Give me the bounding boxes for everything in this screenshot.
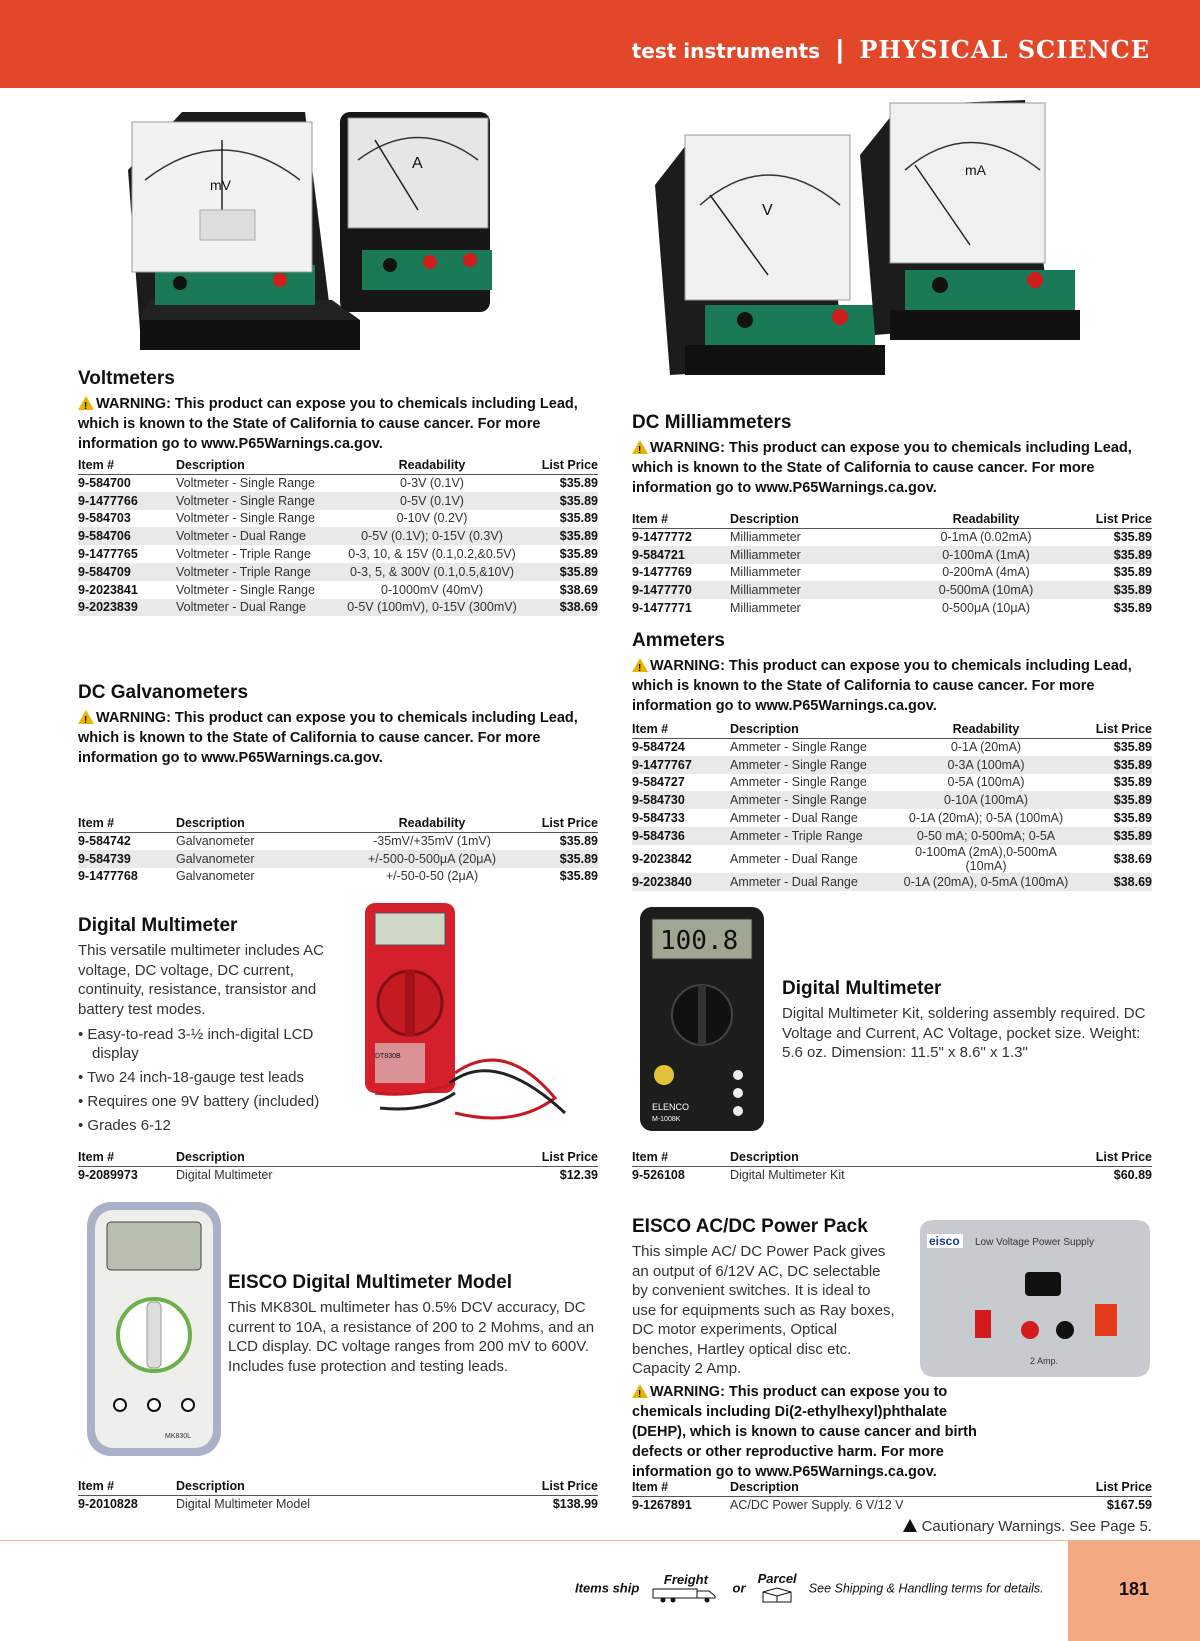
ammeters-rows <box>632 738 1152 891</box>
cell-price: $35.89 <box>1072 546 1152 564</box>
table-row: 9-2089973 Digital Multimeter $12.39 <box>78 1168 598 1183</box>
cell-readability: 0-5A (100mA) <box>947 775 1025 790</box>
table-row <box>632 581 1152 599</box>
cell-price: $35.89 <box>1072 791 1152 809</box>
galvanometers-title: DC Galvanometers <box>78 682 249 703</box>
items-ship-label: Items ship <box>575 1580 640 1596</box>
col-readability: Readability <box>346 458 518 474</box>
col-price: List Price <box>1062 1150 1152 1166</box>
cell-item: 9-584727 <box>632 775 685 790</box>
col-description: Description <box>176 458 346 474</box>
cell-price: $35.89 <box>559 547 598 562</box>
table-row <box>632 546 1152 564</box>
cell-price: $35.89 <box>559 834 598 849</box>
ammeters-table <box>632 722 1152 891</box>
cell-readability: 0-10A (100mA) <box>900 791 1072 809</box>
table-row <box>78 599 598 617</box>
header-separator: | <box>836 34 844 64</box>
galvanometers-warning: !WARNING: This product can expose you to chemicals including Lead, which is known to the State of California to cause cancer. For more information go to www.P65Warnings.ca.gov. <box>78 708 598 768</box>
digital-multimeter-bullets <box>78 1025 338 1135</box>
page-footer <box>0 1540 1200 1641</box>
cell-description: Ammeter - Single Range <box>730 756 900 774</box>
warning-icon <box>632 658 648 672</box>
table-row <box>632 756 1152 774</box>
elenco-model: M-1008K <box>652 1116 681 1123</box>
cell-item: 9-1477772 <box>632 530 692 545</box>
cell-description: Galvanometer <box>176 850 346 868</box>
col-price: List Price <box>1072 722 1152 738</box>
cell-item: 9-584742 <box>78 834 131 849</box>
meter-mv-image <box>128 112 360 350</box>
table-row <box>632 809 1152 827</box>
cell-description: Ammeter - Single Range <box>730 740 867 755</box>
power-pack-brand: eisco <box>929 1234 960 1248</box>
cell-price: $35.89 <box>1113 740 1152 755</box>
cell-description: Voltmeter - Triple Range <box>176 547 311 562</box>
cell-item: 9-584706 <box>78 527 176 545</box>
cell-readability: 0-5V (100mV), 0-15V (300mV) <box>347 600 517 615</box>
digital-multimeter-description: This versatile multimeter includes AC voltage, DC voltage, DC current, continuity, resistance, transistor and battery test modes. <box>78 942 324 1018</box>
cell-description: Galvanometer <box>176 834 255 849</box>
table-row <box>78 581 598 599</box>
cell-description: Milliammeter <box>730 565 801 580</box>
cell-description: Voltmeter - Triple Range <box>176 563 346 581</box>
cell-item: 9-584733 <box>632 811 685 826</box>
cell-readability: 0-5V (0.1V) <box>346 492 518 510</box>
cell-readability: +/-50-0-50 (2μA) <box>385 869 479 884</box>
cell-readability: 0-1A (20mA); 0-5A (100mA) <box>908 811 1064 826</box>
cell-description: Galvanometer <box>176 869 255 884</box>
power-pack-table <box>632 1480 1152 1514</box>
ammeters-section <box>632 630 1152 891</box>
cell-price: $35.89 <box>559 511 598 526</box>
cell-price: $35.89 <box>1113 811 1152 826</box>
parcel-group <box>757 1571 797 1607</box>
milliammeters-rows <box>632 528 1152 617</box>
meter-ma-image <box>860 100 1080 340</box>
eisco-multimeter-description: This MK830L multimeter has 0.5% DCV accuracy, DC current to 10A, a resistance of 200 to 2 Mohms, and an LCD display. DC voltage ranges from 200 mV to 600V. Includes fuse protection and testing leads. <box>228 1299 595 1375</box>
cell-readability: 0-100mA (2mA),0-500mA (10mA) <box>915 844 1057 873</box>
cell-description: Milliammeter <box>730 601 801 616</box>
cell-item: 9-1477769 <box>632 565 692 580</box>
cell-item: 9-1477771 <box>632 601 692 616</box>
cell-price: $35.89 <box>1072 827 1152 845</box>
page-number-box <box>1068 1541 1200 1641</box>
cell-readability: 0-3V (0.1V) <box>400 476 464 491</box>
milliammeters-table <box>632 512 1152 617</box>
meter-mv-label: mV <box>210 177 231 193</box>
milliammeters-warning: !WARNING: This product can expose you to chemicals including Lead, which is known to the State of California to cause cancer. For more information go to www.P65Warnings.ca.gov. <box>632 438 1152 498</box>
col-item: Item # <box>632 722 730 738</box>
table-header-row <box>78 458 598 474</box>
col-readability: Readability <box>900 722 1072 738</box>
table-row <box>632 873 1152 891</box>
digital-multimeter-table <box>78 1150 598 1184</box>
cell-price: $35.89 <box>559 476 598 491</box>
or-label: or <box>732 1580 746 1596</box>
cell-readability: 0-1000mV (40mV) <box>380 582 484 597</box>
power-pack-warning: !WARNING: This product can expose you to chemicals including Di(2-ethylhexyl)phthalate (DEHP), which is known to cause cancer and birth defects or other reproductive harm. For more information go to www.P65Warnings.ca.gov. <box>632 1382 982 1482</box>
table-row <box>632 564 1152 582</box>
cell-item: 9-2023842 <box>632 851 692 866</box>
col-description: Description <box>176 1479 508 1495</box>
table-row <box>632 599 1152 617</box>
col-item: Item # <box>78 1479 176 1495</box>
cell-price: $35.89 <box>1113 530 1152 545</box>
warning-icon <box>78 710 94 724</box>
cell-description: Voltmeter - Single Range <box>176 476 315 491</box>
cell-description: Voltmeter - Single Range <box>176 511 315 526</box>
cell-item: 9-584721 <box>632 546 730 564</box>
cell-item: 9-584730 <box>632 791 730 809</box>
digital-multimeter-kit-title: Digital Multimeter <box>782 978 942 999</box>
cell-description: Milliammeter <box>730 581 900 599</box>
cell-price: $35.89 <box>518 492 598 510</box>
table-row <box>78 510 598 528</box>
table-row: 9-526108 Digital Multimeter Kit $60.89 <box>632 1168 1152 1183</box>
red-multimeter-image <box>355 898 585 1133</box>
cell-description: Ammeter - Dual Range <box>730 851 858 866</box>
cell-item: 9-1477770 <box>632 581 730 599</box>
cell-price: $35.89 <box>518 850 598 868</box>
power-pack-image <box>915 1212 1155 1382</box>
cell-readability: 0-1A (20mA) <box>950 740 1022 755</box>
table-row: 9-1267891 AC/DC Power Supply. 6 V/12 V $167.59 <box>632 1498 1152 1513</box>
col-description: Description <box>176 1150 508 1166</box>
cell-price: $35.89 <box>518 527 598 545</box>
cell-readability: 0-3, 10, & 15V (0.1,0.2,&0.5V) <box>348 547 516 562</box>
header-title-group <box>632 34 1150 65</box>
cell-item: 9-2023840 <box>632 873 730 891</box>
cell-readability: 0-3A (100mA) <box>900 756 1072 774</box>
cell-readability: 0-1A (20mA), 0-5mA (100mA) <box>900 873 1072 891</box>
table-header-row <box>78 816 598 832</box>
header-title: PHYSICAL SCIENCE <box>859 35 1150 64</box>
cell-price: $35.89 <box>1113 775 1152 790</box>
power-pack-title: EISCO AC/DC Power Pack <box>632 1216 868 1237</box>
cell-description: Ammeter - Dual Range <box>730 811 858 826</box>
warning-icon <box>632 1384 648 1398</box>
voltmeters-warning: !WARNING: This product can expose you to chemicals including Lead, which is known to the State of California to cause cancer. For more information go to www.P65Warnings.ca.gov. <box>78 394 598 454</box>
voltmeters-title: Voltmeters <box>78 368 175 389</box>
cell-item: 9-2023839 <box>78 599 176 617</box>
table-header-row <box>632 512 1152 528</box>
eisco-multimeter-section <box>228 1272 598 1376</box>
caution-note: Cautionary Warnings. See Page 5. <box>903 1518 1152 1535</box>
col-item: Item # <box>78 458 176 474</box>
cell-readability: 0-200mA (4mA) <box>942 565 1030 580</box>
cell-description: Voltmeter - Dual Range <box>176 527 346 545</box>
ammeters-title: Ammeters <box>632 630 725 651</box>
cell-description: Voltmeter - Single Range <box>176 492 346 510</box>
eisco-multimeter-title: EISCO Digital Multimeter Model <box>228 1272 512 1293</box>
cell-readability: 0-500mA (10mA) <box>900 581 1072 599</box>
table-row <box>632 827 1152 845</box>
table-row <box>78 850 598 868</box>
truck-icon <box>651 1587 721 1603</box>
eisco-multimeter-model-label: MK830L <box>165 1433 192 1440</box>
cell-price: $38.69 <box>1072 873 1152 891</box>
col-description: Description <box>730 1150 1062 1166</box>
cell-price: $35.89 <box>1113 601 1152 616</box>
cell-description: Milliammeter <box>730 546 900 564</box>
galvanometers-section <box>78 682 598 885</box>
table-row <box>78 492 598 510</box>
digital-multimeter-kit-description: Digital Multimeter Kit, soldering assembly required. DC Voltage and Current, AC Voltage, pocket size. Weight: 5.6 oz. Dimension: 11.5" x 8.6" x 1.3" <box>782 1005 1146 1061</box>
table-header-row <box>632 1480 1152 1496</box>
cell-readability: +/-500-0-500μA (20μA) <box>346 850 518 868</box>
cell-item: 9-584724 <box>632 740 685 755</box>
galvanometers-rows <box>78 832 598 885</box>
cell-price: $38.69 <box>1113 851 1152 866</box>
table-row <box>632 845 1152 873</box>
bullet-item: • Easy-to-read 3-½ inch-digital LCD display <box>78 1025 338 1063</box>
col-price: List Price <box>1062 1480 1152 1496</box>
cell-item: 9-2023841 <box>78 582 138 597</box>
col-item: Item # <box>632 1150 730 1166</box>
cell-description: Ammeter - Single Range <box>730 775 867 790</box>
cell-description: Voltmeter - Single Range <box>176 582 315 597</box>
table-row <box>632 528 1152 546</box>
elenco-brand: ELENCO <box>652 1102 690 1112</box>
meter-ma-label: mA <box>965 162 986 178</box>
col-description: Description <box>730 722 900 738</box>
cell-readability: 0-50 mA; 0-500mA; 0-5A <box>900 827 1072 845</box>
digital-multimeter-section <box>78 915 338 1140</box>
table-row <box>78 545 598 563</box>
cell-readability: 0-5V (0.1V); 0-15V (0.3V) <box>346 527 518 545</box>
table-header-row <box>78 1479 598 1495</box>
digital-multimeter-title: Digital Multimeter <box>78 915 238 936</box>
freight-group <box>651 1572 721 1606</box>
cell-price: $35.89 <box>1072 756 1152 774</box>
table-header-row <box>632 1150 1152 1166</box>
cell-item: 9-1477768 <box>78 869 138 884</box>
table-header-row <box>632 722 1152 738</box>
col-item: Item # <box>632 512 730 528</box>
caution-icon <box>903 1519 917 1532</box>
page-number: 181 <box>1118 1579 1150 1599</box>
meter-v-label: V <box>762 202 773 219</box>
cell-description: Ammeter - Single Range <box>730 791 900 809</box>
cell-price: $35.89 <box>559 869 598 884</box>
header-subtitle: test instruments <box>631 39 821 63</box>
cell-item: 9-584736 <box>632 827 730 845</box>
meter-v-image <box>655 135 885 375</box>
meter-a-image <box>340 112 492 312</box>
col-item: Item # <box>78 816 176 832</box>
voltmeters-rows <box>78 474 598 616</box>
cell-price: $35.89 <box>518 563 598 581</box>
cell-readability: 0-10V (0.2V) <box>396 511 468 526</box>
page-header <box>0 0 1200 88</box>
shipping-terms: See Shipping & Handling terms for details. <box>808 1581 1044 1596</box>
table-row <box>632 791 1152 809</box>
cell-item: 9-584700 <box>78 476 131 491</box>
bullet-item: • Two 24 inch-18-gauge test leads <box>78 1068 338 1087</box>
voltmeters-table <box>78 458 598 616</box>
cell-item: 9-1477765 <box>78 547 138 562</box>
box-icon <box>757 1586 797 1604</box>
col-description: Description <box>730 512 900 528</box>
shipping-note <box>575 1571 1044 1607</box>
col-price: List Price <box>518 458 598 474</box>
cell-price: $35.89 <box>1113 565 1152 580</box>
voltmeter-milliammeter-image <box>650 95 1080 385</box>
col-price: List Price <box>508 1479 598 1495</box>
table-row <box>78 474 598 492</box>
parcel-label: Parcel <box>757 1571 797 1586</box>
col-description: Description <box>730 1480 1062 1496</box>
col-price: List Price <box>508 1150 598 1166</box>
power-pack-amp-label: 2 Amp. <box>1030 1356 1059 1366</box>
cell-readability: 0-100mA (1mA) <box>900 546 1072 564</box>
cell-item: 9-584709 <box>78 563 176 581</box>
table-row <box>632 774 1152 792</box>
cell-item: 9-584739 <box>78 850 176 868</box>
elenco-display-value: 100.8 <box>660 926 739 956</box>
cell-description: Ammeter - Triple Range <box>730 827 900 845</box>
ammeters-warning: !WARNING: This product can expose you to chemicals including Lead, which is known to the State of California to cause cancer. For more information go to www.P65Warnings.ca.gov. <box>632 656 1152 716</box>
red-multimeter-brand: DT830B <box>375 1053 401 1060</box>
table-row <box>78 527 598 545</box>
cell-description: Milliammeter <box>730 530 801 545</box>
cell-price: $38.69 <box>559 582 598 597</box>
cell-description: Ammeter - Dual Range <box>730 873 900 891</box>
cell-readability: -35mV/+35mV (1mV) <box>373 834 491 849</box>
col-item: Item # <box>632 1480 730 1496</box>
eisco-multimeter-image <box>85 1200 225 1460</box>
warning-icon <box>78 396 94 410</box>
col-price: List Price <box>518 816 598 832</box>
freight-label: Freight <box>663 1572 708 1587</box>
meter-a-label: A <box>412 155 423 172</box>
elenco-multimeter-image <box>638 905 768 1135</box>
bullet-item: • Requires one 9V battery (included) <box>78 1092 338 1111</box>
table-row <box>78 563 598 581</box>
cell-readability: 0-500μA (10μA) <box>941 601 1031 616</box>
milliammeters-title: DC Milliammeters <box>632 412 792 433</box>
cell-item: 9-1477766 <box>78 492 176 510</box>
cell-readability: 0-3, 5, & 300V (0.1,0.5,&10V) <box>346 563 518 581</box>
col-description: Description <box>176 816 346 832</box>
cell-price: $35.89 <box>1072 581 1152 599</box>
col-readability: Readability <box>900 512 1072 528</box>
milliammeters-section <box>632 412 1152 617</box>
table-header-row <box>78 1150 598 1166</box>
eisco-multimeter-table <box>78 1479 598 1513</box>
col-readability: Readability <box>346 816 518 832</box>
col-price: List Price <box>1072 512 1152 528</box>
digital-multimeter-kit-section <box>782 978 1152 1063</box>
voltmeters-section <box>78 368 598 616</box>
digital-multimeter-kit-table <box>632 1150 1152 1184</box>
cell-readability: 0-1mA (0.02mA) <box>940 530 1032 545</box>
power-pack-description: This simple AC/ DC Power Pack gives an output of 6/12V AC, DC selectable by convenient switches. It is ideal to use for equipments such as Ray boxes, DC motor experiments, Optical benches, Hartley optical disc etc. Capacity 2 Amp. <box>632 1243 895 1377</box>
galvanometers-table <box>78 816 598 885</box>
table-row <box>78 832 598 850</box>
table-row <box>632 738 1152 756</box>
cell-item: 9-1477767 <box>632 756 730 774</box>
warning-icon <box>632 440 648 454</box>
power-pack-section <box>632 1216 897 1379</box>
table-row: 9-2010828 Digital Multimeter Model $138.99 <box>78 1497 598 1512</box>
cell-price: $38.69 <box>518 599 598 617</box>
voltmeter-galvanometer-image <box>120 100 520 360</box>
cell-item: 9-584703 <box>78 511 131 526</box>
table-row <box>78 868 598 886</box>
cell-description: Voltmeter - Dual Range <box>176 599 346 617</box>
bullet-item: • Grades 6-12 <box>78 1116 338 1135</box>
col-item: Item # <box>78 1150 176 1166</box>
power-pack-panel-label: Low Voltage Power Supply <box>975 1237 1094 1248</box>
